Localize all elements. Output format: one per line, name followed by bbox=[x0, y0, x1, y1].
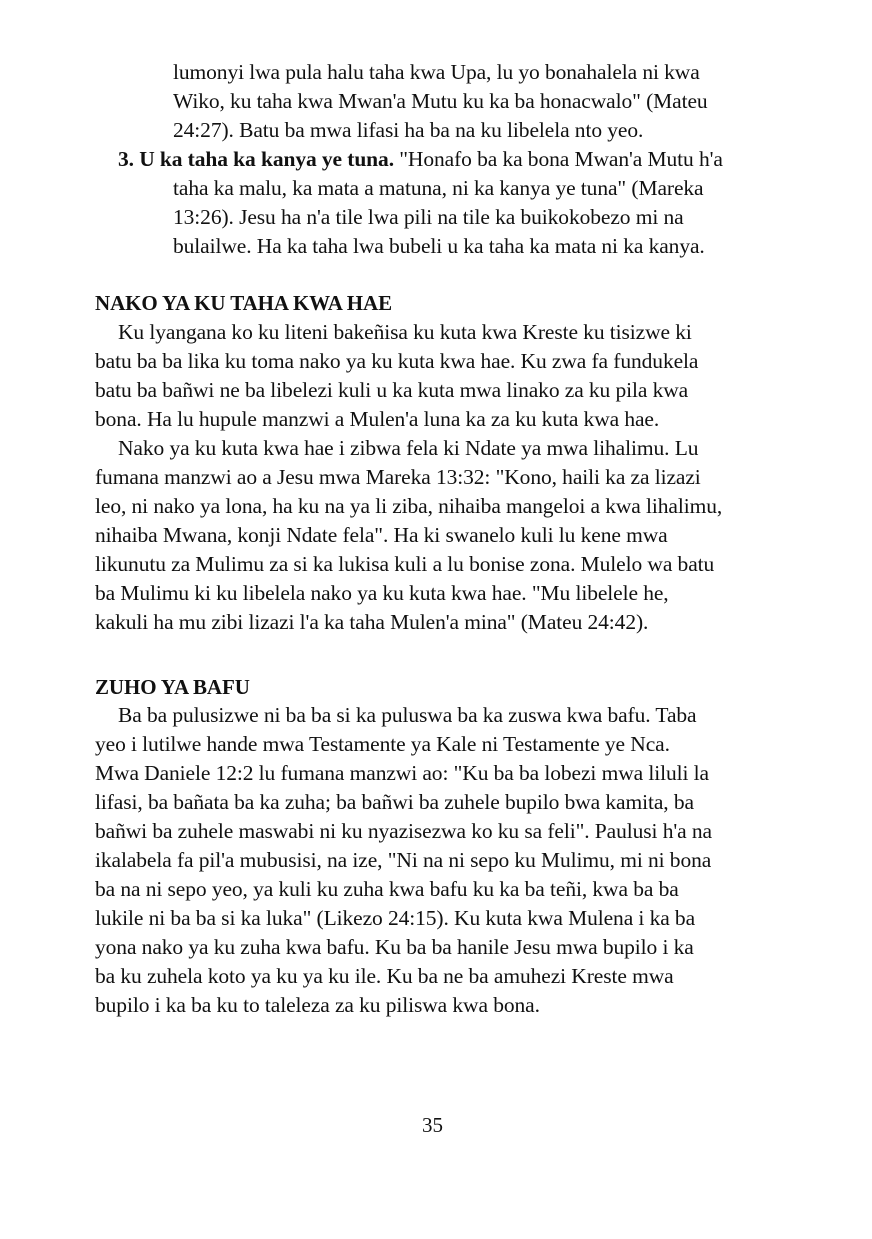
section-zuho-line: Mwa Daniele 12:2 lu fumana manzwi ao: "Ku ba ba lobezi mwa liluli la bbox=[95, 761, 709, 785]
page-number: 35 bbox=[422, 1113, 443, 1137]
intro-line: lumonyi lwa pula halu taha kwa Upa, lu yo bonahalela ni kwa bbox=[173, 60, 700, 84]
point-3-line: bulailwe. Ha ka taha lwa bubeli u ka taha ka mata ni ka kanya. bbox=[173, 234, 705, 258]
section-heading-nako: NAKO YA KU TAHA KWA HAE bbox=[95, 291, 393, 315]
section-nako-line: batu ba bañwi ne ba libelezi kuli u ka kuta mwa linako za ku pila kwa bbox=[95, 378, 689, 402]
section-nako-line: bona. Ha lu hupule manzwi a Mulen'a luna ka za ku kuta kwa hae. bbox=[95, 407, 660, 431]
intro-line: 24:27). Batu ba mwa lifasi ha ba na ku libelela nto yeo. bbox=[173, 118, 644, 142]
section-nako-line: nihaiba Mwana, konji Ndate fela". Ha ki swanelo kuli lu kene mwa bbox=[95, 523, 668, 547]
section-nako-line: fumana manzwi ao a Jesu mwa Mareka 13:32: "Kono, haili ka za lizazi bbox=[95, 465, 701, 489]
point-3-line: taha ka malu, ka mata a matuna, ni ka kanya ye tuna" (Mareka bbox=[173, 176, 704, 200]
section-nako-line: leo, ni nako ya lona, ha ku na ya li ziba, nihaiba mangeloi a kwa lihalimu, bbox=[95, 494, 723, 518]
section-zuho-line: lifasi, ba bañata ba ka zuha; ba bañwi ba zuhele bupilo bwa kamita, ba bbox=[95, 790, 694, 814]
section-zuho-line: ba na ni sepo yeo, ya kuli ku zuha kwa bafu ku ka ba teñi, kwa ba ba bbox=[95, 877, 679, 901]
section-heading-zuho: ZUHO YA BAFU bbox=[95, 675, 250, 699]
point-3-first-line bbox=[118, 145, 723, 174]
section-nako-line: kakuli ha mu zibi lizazi l'a ka taha Mulen'a mina" (Mateu 24:42). bbox=[95, 610, 649, 634]
point-3-text: "Honafo ba ka bona Mwan'a Mutu h'a bbox=[393, 147, 723, 171]
section-nako-line: Nako ya ku kuta kwa hae i zibwa fela ki Ndate ya mwa lihalimu. Lu bbox=[118, 436, 699, 460]
intro-line: Wiko, ku taha kwa Mwan'a Mutu ku ka ba honacwalo" (Mateu bbox=[173, 89, 708, 113]
section-zuho-line: bupilo i ka ba ku to taleleza za ku piliswa kwa bona. bbox=[95, 993, 540, 1017]
section-zuho-line: lukile ni ba ba si ka luka" (Likezo 24:15). Ku kuta kwa Mulena i ka ba bbox=[95, 906, 696, 930]
section-nako-line: ba Mulimu ki ku libelela nako ya ku kuta kwa hae. "Mu libelele he, bbox=[95, 581, 669, 605]
point-3-line: 13:26). Jesu ha n'a tile lwa pili na tile ka buikokobezo mi na bbox=[173, 205, 684, 229]
section-zuho-line: bañwi ba zuhele maswabi ni ku nyazisezwa ko ku sa feli". Paulusi h'a na bbox=[95, 819, 712, 843]
section-zuho-line: ikalabela fa pil'a mubusisi, na ize, "Ni na ni sepo ku Mulimu, mi ni bona bbox=[95, 848, 712, 872]
section-zuho-line: yona nako ya ku zuha kwa bafu. Ku ba ba hanile Jesu mwa bupilo i ka bbox=[95, 935, 694, 959]
section-nako-line: likunutu za Mulimu za si ka lukisa kuli a lu bonise zona. Mulelo wa batu bbox=[95, 552, 715, 576]
section-nako-line: batu ba ba lika ku toma nako ya ku kuta kwa hae. Ku zwa fa fundukela bbox=[95, 349, 699, 373]
section-nako-line: Ku lyangana ko ku liteni bakeñisa ku kuta kwa Kreste ku tisizwe ki bbox=[118, 320, 692, 344]
section-zuho-line: ba ku zuhela koto ya ku ya ku ile. Ku ba ne ba amuhezi Kreste mwa bbox=[95, 964, 674, 988]
section-zuho-line: yeo i lutilwe hande mwa Testamente ya Kale ni Testamente ye Nca. bbox=[95, 732, 670, 756]
point-3-label: 3. U ka taha ka kanya ye tuna. bbox=[118, 147, 394, 171]
section-zuho-line: Ba ba pulusizwe ni ba ba si ka puluswa ba ka zuswa kwa bafu. Taba bbox=[118, 703, 697, 727]
